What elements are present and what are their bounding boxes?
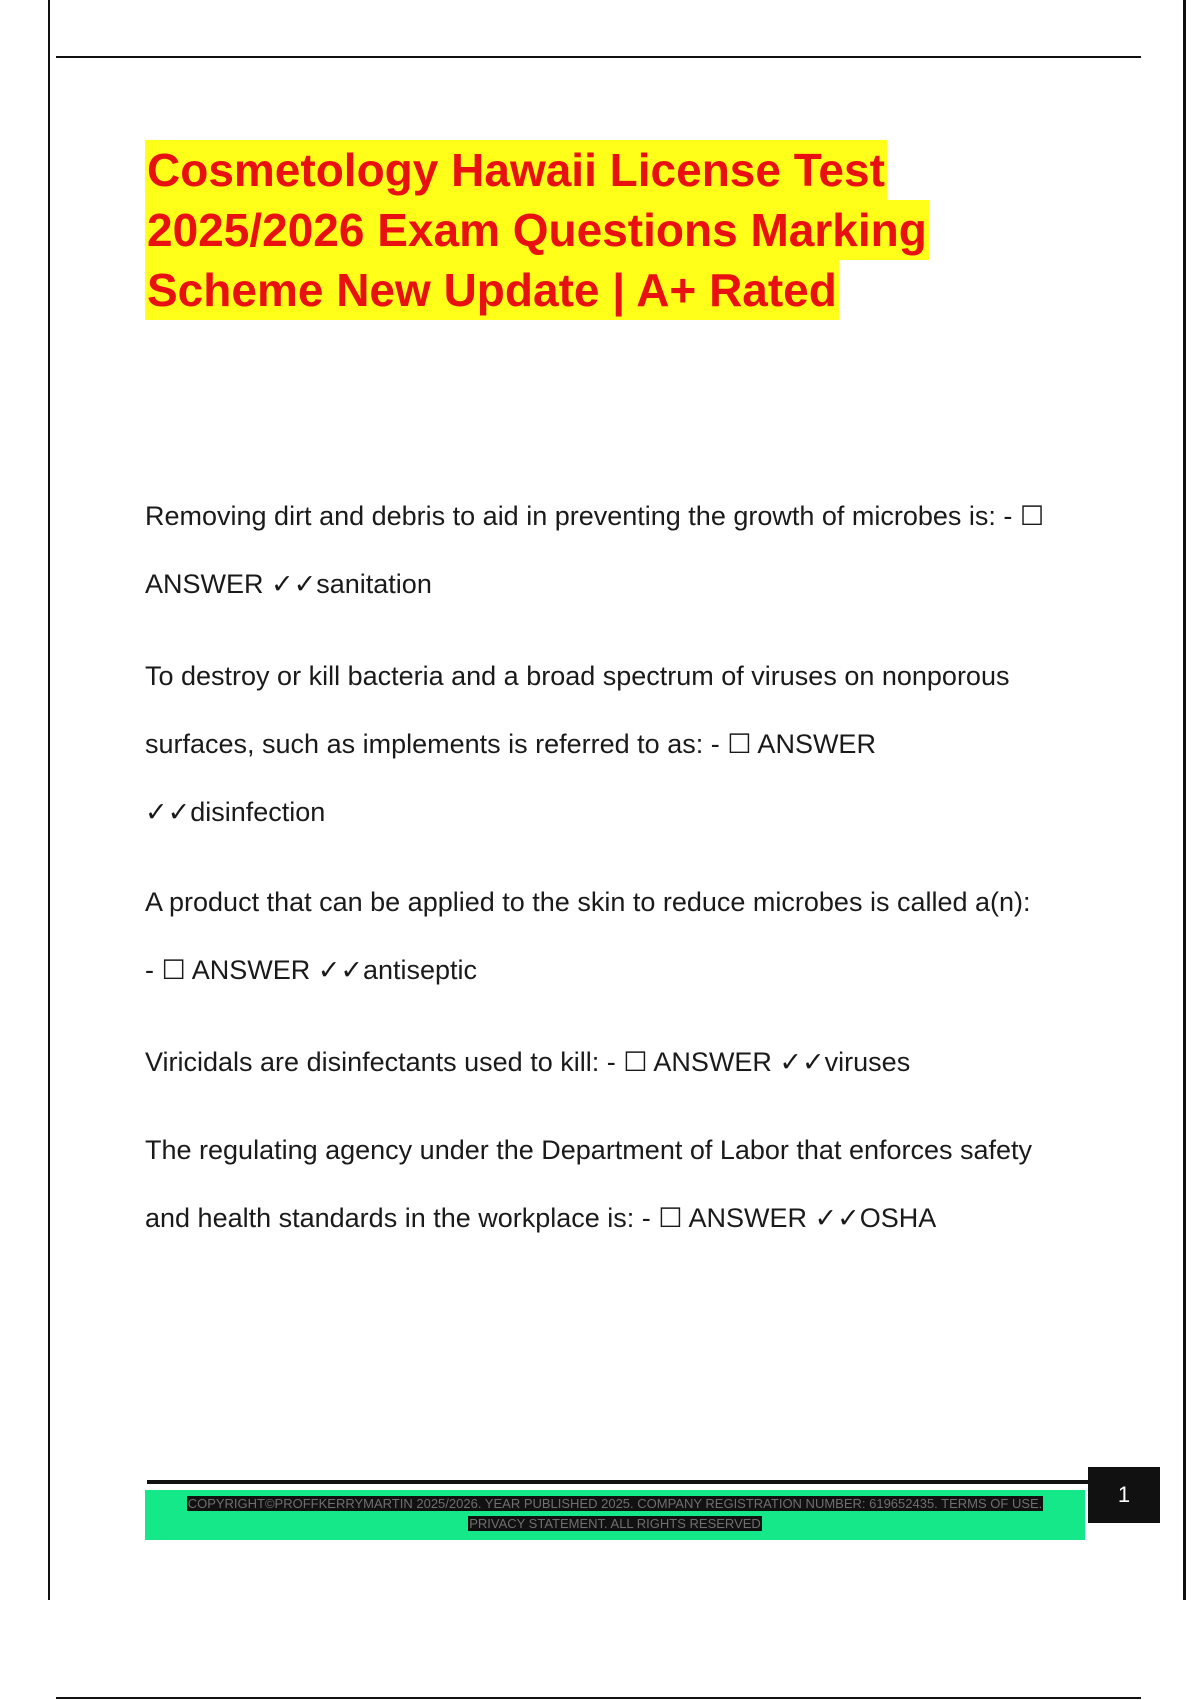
title-line-2: 2025/2026 Exam Questions Marking (145, 200, 929, 260)
question-item-5 (145, 1116, 1105, 1252)
next-page-rule (56, 1697, 1141, 1699)
title-line-1: Cosmetology Hawaii License Test (145, 140, 887, 200)
copyright-line-1: COPYRIGHT©PROFFKERRYMARTIN 2025/2026. YEAR PUBLISHED 2025. COMPANY REGISTRATION NUMBER: 619652435. TERMS OF USE. (187, 1496, 1043, 1511)
document-title (145, 140, 1045, 320)
question-3-line-1: A product that can be applied to the skin to reduce microbes is called a(n): (145, 887, 1031, 917)
question-item-4 (145, 1028, 1105, 1096)
question-2-line-1: To destroy or kill bacteria and a broad spectrum of viruses on nonporous (145, 661, 1010, 691)
copyright-footer (145, 1490, 1085, 1540)
header-rule (56, 56, 1141, 58)
footer-rule (147, 1480, 1089, 1484)
question-item-3 (145, 868, 1105, 1004)
question-4-line-1: Viricidals are disinfectants used to kill: - ☐ ANSWER ✓✓viruses (145, 1047, 911, 1077)
question-2-line-2: surfaces, such as implements is referred to as: - ☐ ANSWER (145, 729, 876, 759)
question-5-line-2: and health standards in the workplace is: - ☐ ANSWER ✓✓OSHA (145, 1203, 937, 1233)
question-item-1 (145, 482, 1105, 618)
page-number: 1 (1088, 1467, 1160, 1523)
question-5-line-1: The regulating agency under the Department of Labor that enforces safety (145, 1135, 1033, 1165)
question-1-line-1: Removing dirt and debris to aid in preventing the growth of microbes is: - ☐ (145, 501, 1045, 531)
question-3-line-2: - ☐ ANSWER ✓✓antiseptic (145, 955, 478, 985)
page-border-right (1183, 0, 1186, 1600)
question-item-2 (145, 642, 1105, 846)
question-1-line-2: ANSWER ✓✓sanitation (145, 569, 432, 599)
title-line-3: Scheme New Update | A+ Rated (145, 260, 839, 320)
copyright-line-2: PRIVACY STATEMENT. ALL RIGHTS RESERVED (469, 1516, 761, 1531)
page-border-left (48, 0, 50, 1600)
question-2-line-3: ✓✓disinfection (145, 797, 326, 827)
